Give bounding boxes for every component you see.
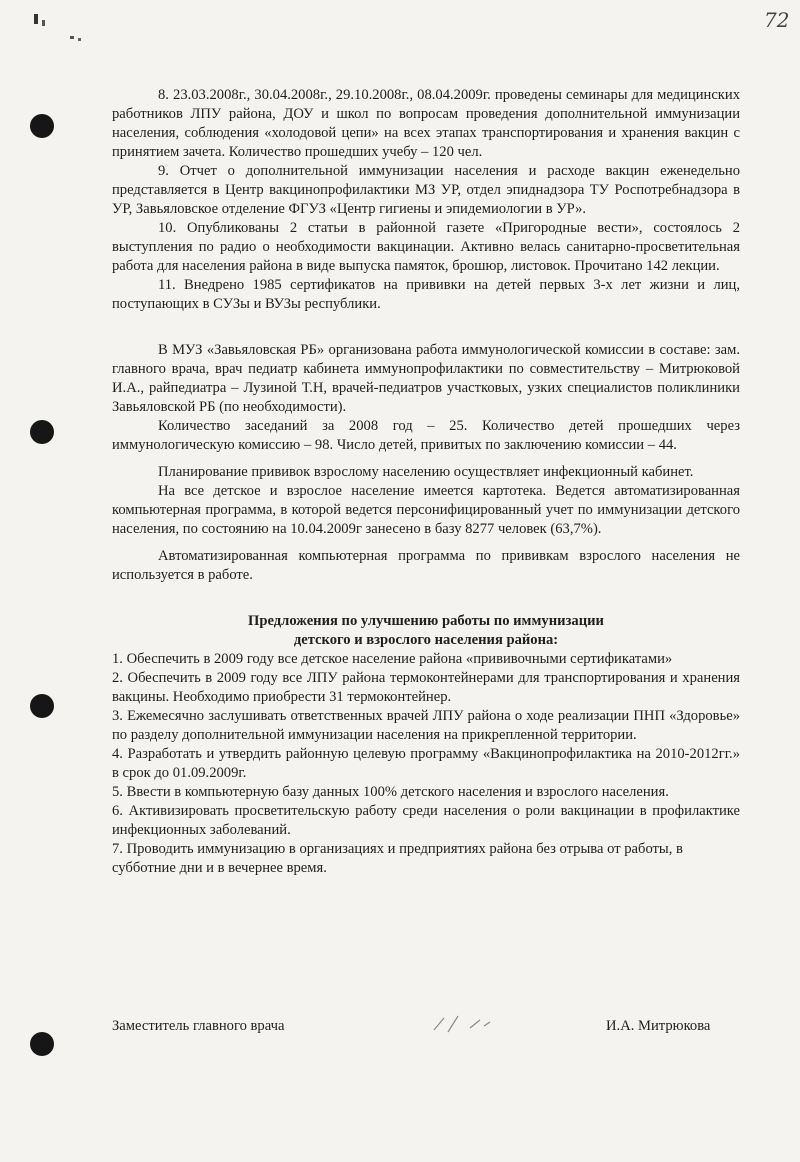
punch-hole-icon (30, 114, 54, 138)
proposal-item: 1. Обеспечить в 2009 году все детское население района «прививочными сертификатами» (112, 651, 673, 667)
signatory-name: И.А. Митрюкова (606, 1018, 711, 1034)
spacer (112, 539, 740, 547)
proposal-item: 5. Ввести в компьютерную базу данных 100% детского населения и взрослого населения. (112, 784, 669, 800)
scan-mark-icon (34, 14, 94, 54)
spacer (112, 604, 740, 612)
proposal-item: 6. Активизировать просветительскую работу среди населения о роли вакцинации в профилактике инфекционных заболеваний. (112, 803, 740, 838)
paragraph-8: 8. 23.03.2008г., 30.04.2008г., 29.10.2008г., 08.04.2009г. проведены семинары для медицинских работников ЛПУ района, ДОУ и школ по вопросам проведения дополнительной иммунизации населения, соблюдения «холодовой цепи» на всех этапах транспортирования и хранения вакцин с принятием зачета. Количество прошедших учебу – 120 чел. (112, 87, 740, 160)
spacer (112, 455, 740, 463)
proposal-item: 3. Ежемесячно заслушивать ответственных врачей ЛПУ района о ходе реализации ПНП «Здоровье» по разделу дополнительной иммунизации населения на прикрепленной территории. (112, 708, 740, 743)
punch-hole-icon (30, 420, 54, 444)
proposals-title-line-2: детского и взрослого населения района: (293, 632, 559, 648)
paragraph-commission: В МУЗ «Завьяловская РБ» организована работа иммунологической комиссии в составе: зам. главного врача, врач педиатр кабинета иммунопрофилактики по совместительству – Митрюковой И.А., райпедиатра – Лузиной Т.Н, врачей-педиатров участковых, узких специалистов поликлиники Завьяловской РБ (по необходимости). (112, 342, 740, 415)
signatory-position: Заместитель главного врача (112, 1018, 285, 1034)
handwritten-signature-icon (430, 1008, 500, 1038)
document-body (112, 86, 740, 878)
punch-hole-icon (30, 1032, 54, 1056)
spacer (112, 314, 740, 333)
punch-hole-icon (30, 694, 54, 718)
paragraph-planning: Планирование прививок взрослому населению осуществляет инфекционный кабинет. (158, 464, 694, 480)
page-number: 72 (764, 8, 790, 32)
paragraph-9: 9. Отчет о дополнительной иммунизации населения и расходе вакцин еженедельно представляется в Центр вакцинопрофилактики МЗ УР, отдел эпиднадзора ТУ Роспотребнадзора в УР, Завьяловское отделение ФГУЗ «Центр гигиены и эпидемиологии в УР». (112, 163, 740, 217)
paragraph-software: Автоматизированная компьютерная программа по прививкам взрослого населения не используется в работе. (112, 548, 740, 583)
paragraph-sessions: Количество заседаний за 2008 год – 25. Количество детей прошедших через иммунологическую комиссию – 98. Число детей, привитых по заключению комиссии – 44. (112, 418, 740, 453)
proposal-item: 7. Проводить иммунизацию в организациях и предприятиях района без отрыва от работы, в субботние дни и в вечернее время. (112, 841, 683, 876)
paragraph-11: 11. Внедрено 1985 сертификатов на прививки на детей первых 3-х лет жизни и лиц, поступающих в СУЗы и ВУЗы республики. (112, 277, 740, 312)
spacer (112, 333, 740, 341)
proposal-item: 2. Обеспечить в 2009 году все ЛПУ района термоконтейнерами для транспортирования и хранения вакцины. Необходимо приобрести 31 термоконтейнер. (112, 670, 740, 705)
spacer (112, 585, 740, 604)
proposals-title-line-1: Предложения по улучшению работы по иммунизации (248, 613, 604, 629)
proposal-item: 4. Разработать и утвердить районную целевую программу «Вакцинопрофилактика на 2010-2012гг.» в срок до 01.09.2009г. (112, 746, 740, 781)
paragraph-10: 10. Опубликованы 2 статьи в районной газете «Пригородные вести», состоялось 2 выступления по радио о необходимости вакцинации. Активно велась санитарно-просветительная работа для населения района в виде выпуска памяток, брошюр, листовок. Прочитано 142 лекции. (112, 220, 740, 274)
paragraph-card-index: На все детское и взрослое население имеется картотека. Ведется автоматизированная компьютерная программа, в которой ведется персонифицированный учет по иммунизации детского населения, по состоянию на 10.04.2009г занесено в базу 8277 человек (63,7%). (112, 483, 740, 537)
